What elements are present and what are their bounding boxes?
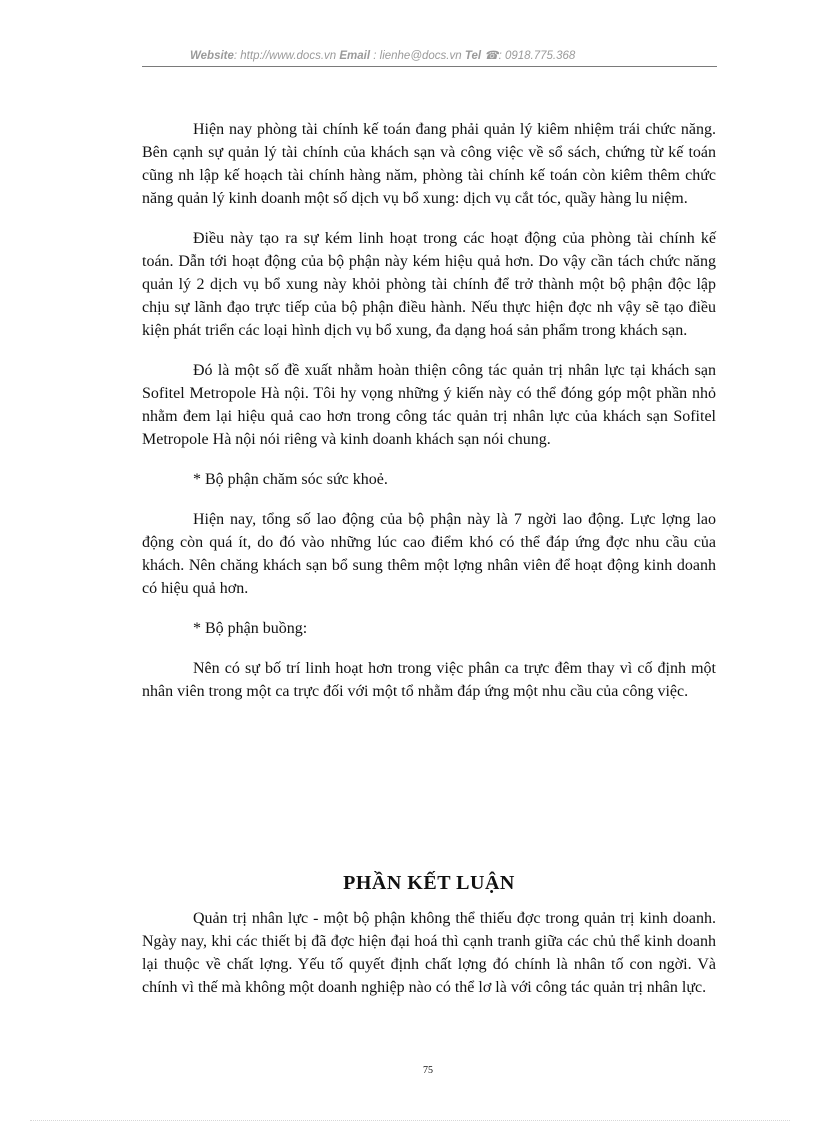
footer-divider — [30, 1120, 790, 1121]
tel-label: Tel — [464, 50, 482, 62]
email-label: Email — [339, 50, 371, 62]
website-label: Website — [190, 50, 234, 62]
paragraph-flexibility: Điều này tạo ra sự kém linh hoạt trong các hoạt động của phòng tài chính kế toán. Dẫn tới hoạt động của bộ phận này kém hiệu quả hơn. Do vậy cần tách chức năng quản lý 2 dịch vụ bổ xung này khỏi phòng tài chính để trở thành một bộ phận độc lập chịu sự lãnh đạo trực tiếp của bộ phận điều hành. Nếu thực hiện đợc nh vậy sẽ tạo điều kiện phát triển các loại hình dịch vụ bổ xung, đa dạng hoá sản phẩm trong khách sạn. — [142, 230, 716, 339]
website-value[interactable]: : http://www.docs.vn — [233, 50, 337, 62]
conclusion-text — [142, 907, 716, 1016]
header-divider — [142, 66, 717, 67]
page-header — [190, 48, 690, 62]
tel-value: : 0918.775.368 — [498, 50, 576, 62]
page-number: 75 — [423, 1065, 433, 1076]
paragraph-health-care: Hiện nay, tổng số lao động của bộ phận này là 7 ngời lao động. Lực lợng lao động còn quá ít, do đó vào những lúc cao điểm khó có thể đáp ứng đợc nhu cầu của khách. Nên chăng khách sạn bổ sung thêm một lợng nhân viên để hoạt động kinh doanh có hiệu quả hơn. — [142, 511, 716, 597]
paragraph-conclusion: Quản trị nhân lực - một bộ phận không thể thiếu đợc trong quản trị kinh doanh. Ngày nay, khi các thiết bị đã đợc hiện đại hoá thì cạnh tranh giữa các chủ thể kinh doanh lại thuộc về chất lợng. Yếu tố quyết định chất lợng đó chính là nhân tố con ngời. Và chính vì thế mà không một doanh nghiệp nào có thể lơ là với công tác quản trị nhân lực. — [142, 910, 716, 996]
paragraph-finance: Hiện nay phòng tài chính kế toán đang phải quản lý kiêm nhiệm trái chức năng. Bên cạnh sự quản lý tài chính của khách sạn và công việc về sổ sách, chứng từ kế toán cũng nh lập kế hoạch tài chính hàng năm, phòng tài chính kế toán còn kiêm thêm chức năng quản lý kinh doanh một số dịch vụ bổ xung: dịch vụ cắt tóc, quầy hàng lu niệm. — [142, 121, 716, 207]
phone-icon: ☎ — [484, 50, 499, 62]
section-health-care: * Bộ phận chăm sóc sức khoẻ. — [193, 471, 388, 488]
email-value[interactable]: : lienhe@docs.vn — [373, 50, 462, 62]
conclusion-heading: PHẦN KẾT LUẬN — [343, 872, 515, 894]
section-housekeeping: * Bộ phận buồng: — [193, 620, 308, 637]
paragraph-housekeeping: Nên có sự bố trí linh hoạt hơn trong việc phân ca trực đêm thay vì cố định một nhân viên trong một ca trực đối với một tổ nhằm đáp ứng một nhu cầu của công việc. — [142, 660, 716, 700]
paragraph-proposal: Đó là một số đề xuất nhằm hoàn thiện công tác quản trị nhân lực tại khách sạn Sofitel Metropole Hà nội. Tôi hy vọng những ý kiến này có thể đóng góp một phần nhỏ nhằm đem lại hiệu quả cao hơn trong công tác quản trị nhân lực của khách sạn Sofitel Metropole Hà nội nói riêng và kinh doanh khách sạn nói chung. — [142, 362, 716, 448]
body-text — [142, 118, 716, 720]
